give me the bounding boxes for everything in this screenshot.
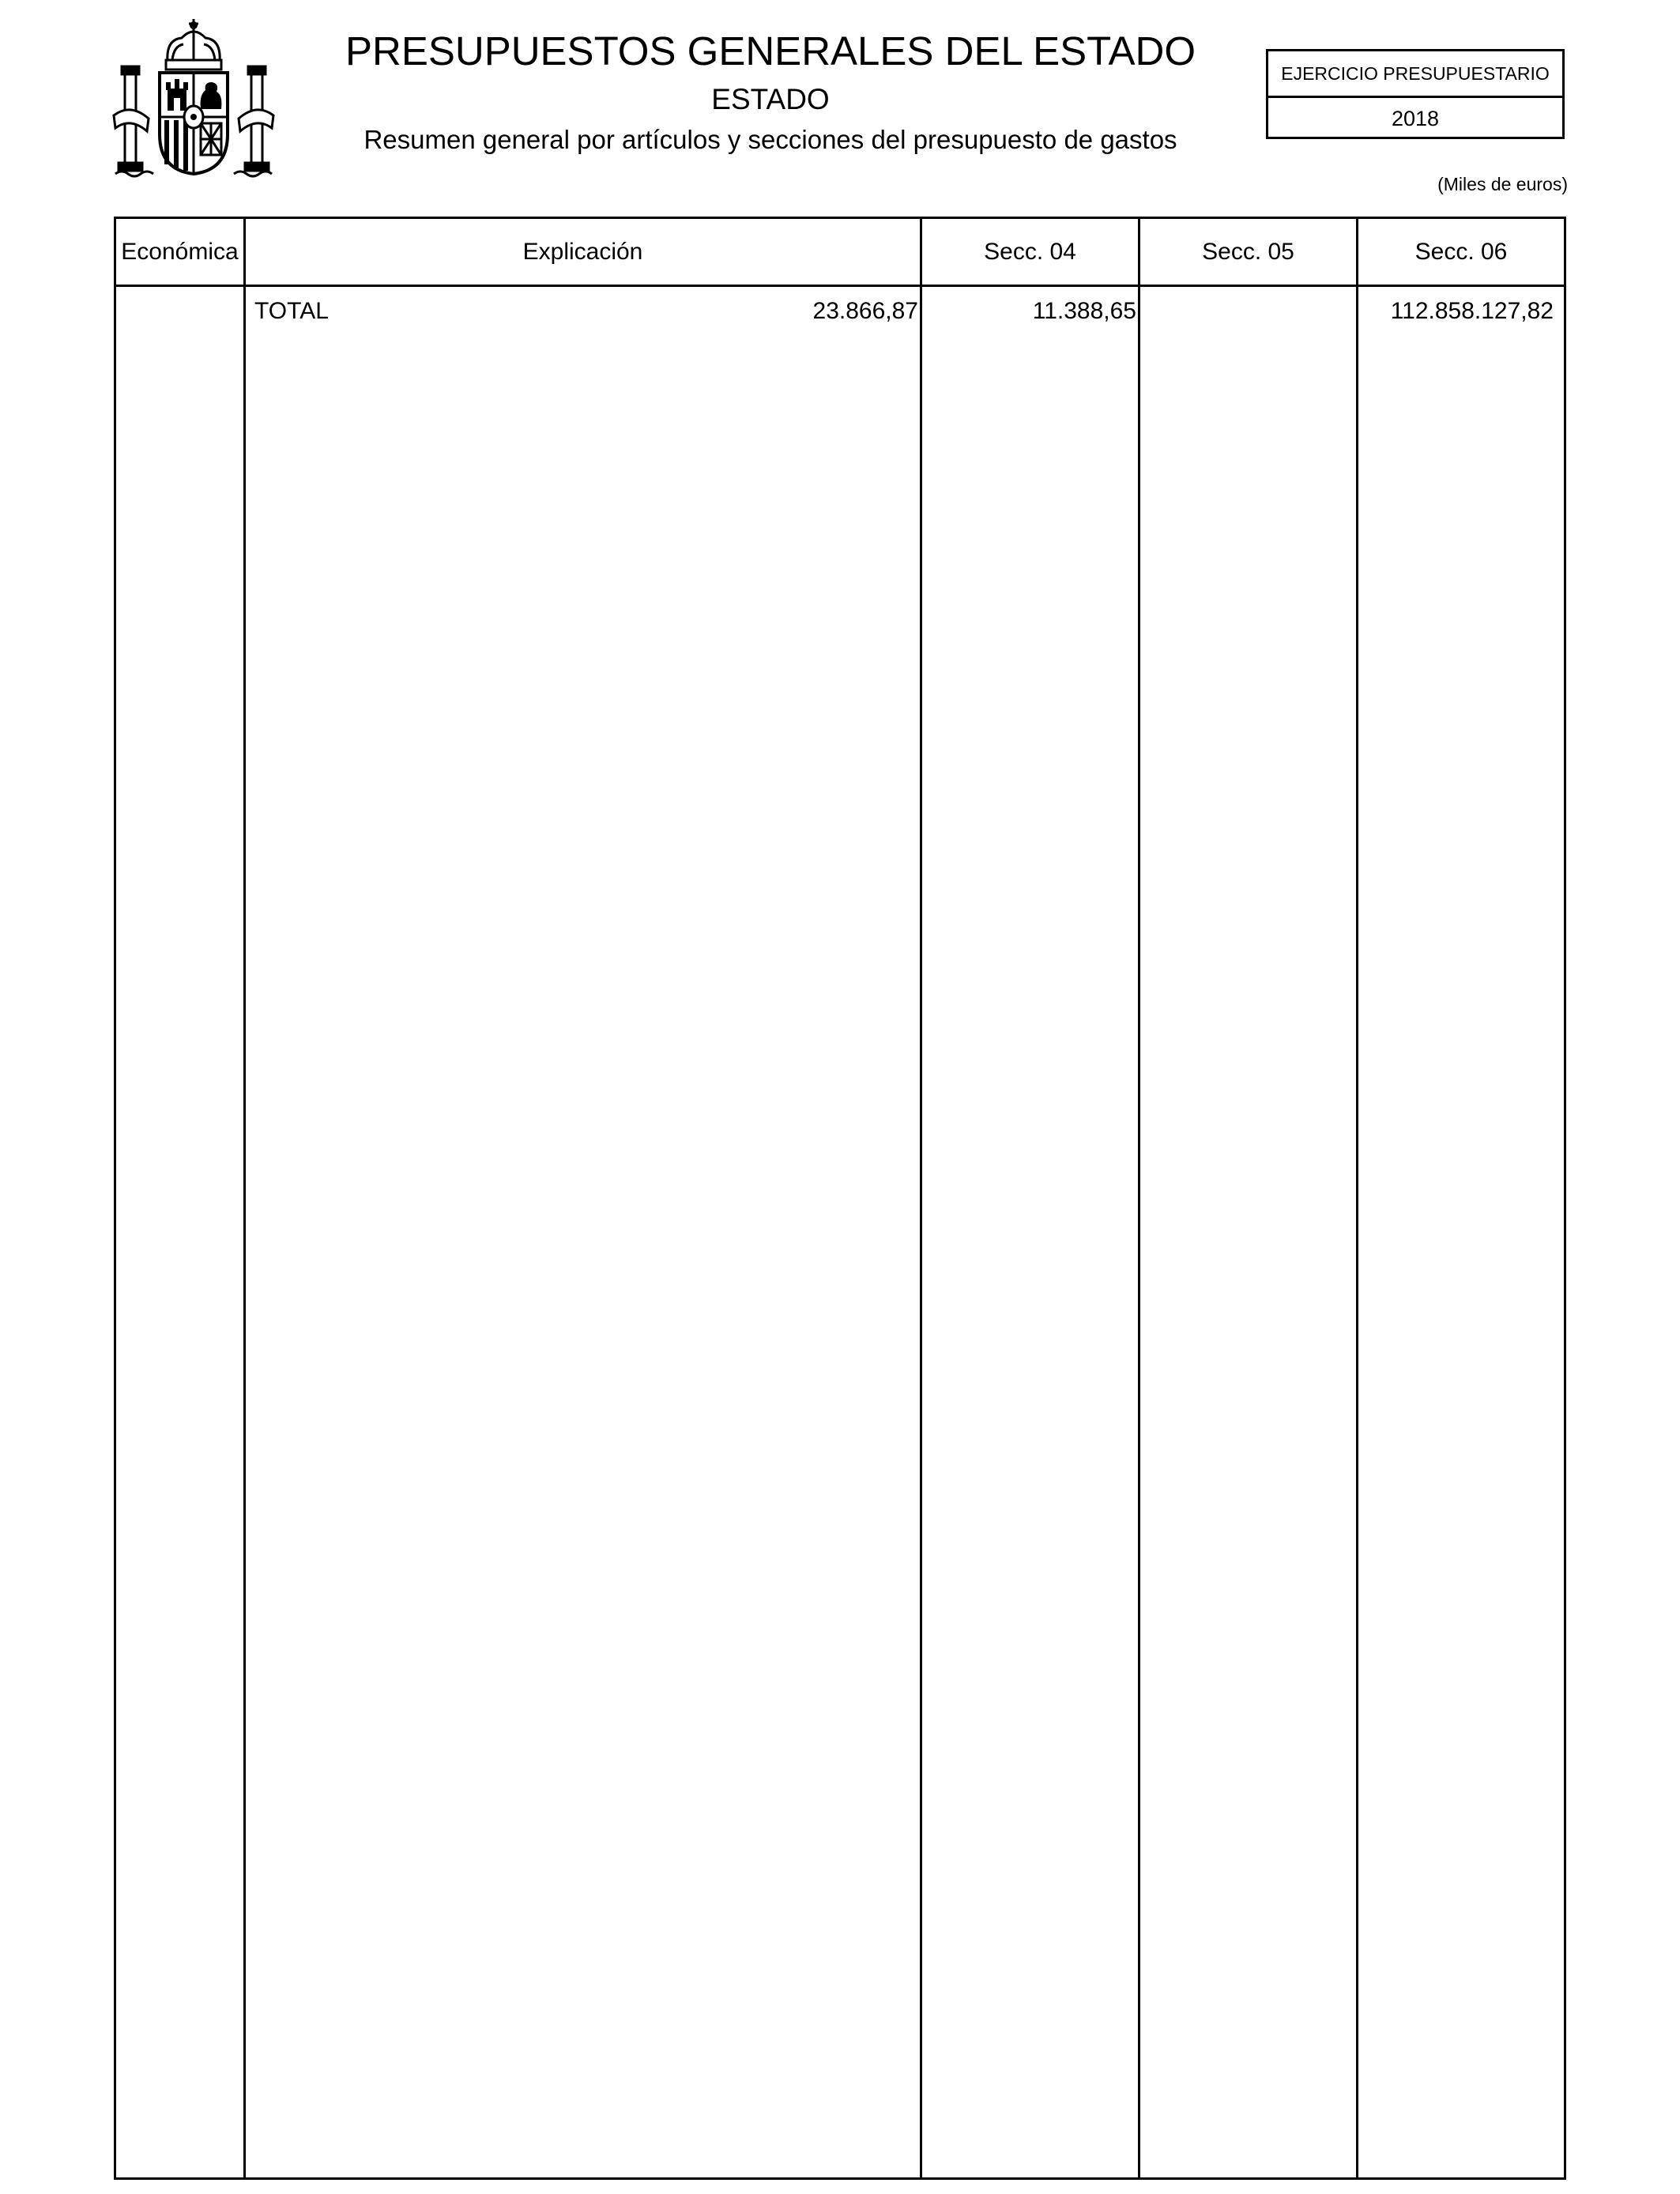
column-divider <box>243 219 246 2177</box>
page-subtitle: ESTADO <box>711 83 830 115</box>
page-title: PRESUPUESTOS GENERALES DEL ESTADO <box>345 28 1196 74</box>
column-header-secc-04: Secc. 04 <box>984 239 1076 265</box>
exercise-label: EJERCICIO PRESUPUESTARIO <box>1268 51 1562 98</box>
column-header-explicacion: Explicación <box>522 239 643 265</box>
column-header-secc-05: Secc. 05 <box>1202 239 1294 265</box>
row-total-secc-06: 112.858.127,82 <box>1390 298 1554 324</box>
row-total-label: TOTAL <box>254 298 329 324</box>
exercise-year: 2018 <box>1391 107 1440 130</box>
units-note: (Miles de euros) <box>1437 174 1568 194</box>
row-total-secc-05: 11.388,65 <box>1032 298 1136 324</box>
column-header-secc-06: Secc. 06 <box>1414 239 1508 265</box>
header-divider <box>116 285 1564 287</box>
page-description: Resumen general por artículos y secciones del presupuesto de gastos <box>363 125 1177 154</box>
column-divider <box>920 219 922 2177</box>
column-divider <box>1356 219 1358 2177</box>
exercise-box <box>1266 49 1565 139</box>
column-header-economica: Económica <box>121 239 239 265</box>
column-divider <box>1138 219 1140 2177</box>
coat-of-arms-emblem <box>111 16 277 178</box>
row-total-secc-04: 23.866,87 <box>812 298 918 324</box>
budget-table <box>114 217 1566 2180</box>
